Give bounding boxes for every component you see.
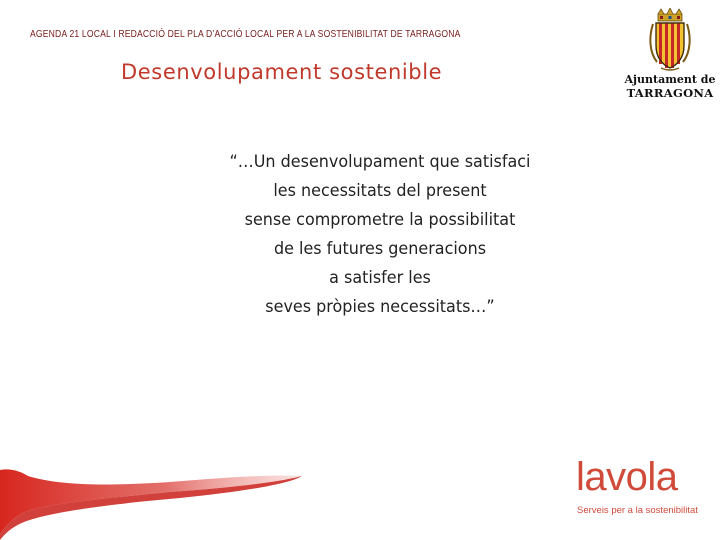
- slide-title: Desenvolupament sostenible: [121, 60, 443, 84]
- lavola-logo: [570, 455, 710, 525]
- quote-block: [173, 148, 587, 322]
- quote-line: de les futures generacions: [273, 239, 487, 259]
- ajuntament-line2: TARRAGONA: [626, 86, 714, 100]
- quote-line: sense comprometre la possibilitat: [244, 210, 516, 230]
- red-swoosh-decoration: [0, 462, 310, 540]
- ajuntament-line1: Ajuntament de: [624, 73, 716, 86]
- header-text: AGENDA 21 LOCAL I REDACCIÓ DEL PLA D’ACCIÓ LOCAL PER A LA SOSTENIBILITAT DE TARRAGONA: [30, 29, 461, 40]
- lavola-tagline: Serveis per a la sostenibilitat: [577, 505, 698, 516]
- quote-line: “…Un desenvolupament que satisfaci: [229, 152, 531, 172]
- quote-line: seves pròpies necessitats…”: [265, 297, 495, 317]
- quote-line: les necessitats del present: [273, 181, 487, 201]
- lavola-wordmark: lavola: [576, 455, 678, 499]
- coat-of-arms-icon: [649, 8, 691, 72]
- ajuntament-logo: [624, 8, 716, 100]
- quote-line: a satisfer les: [329, 268, 431, 288]
